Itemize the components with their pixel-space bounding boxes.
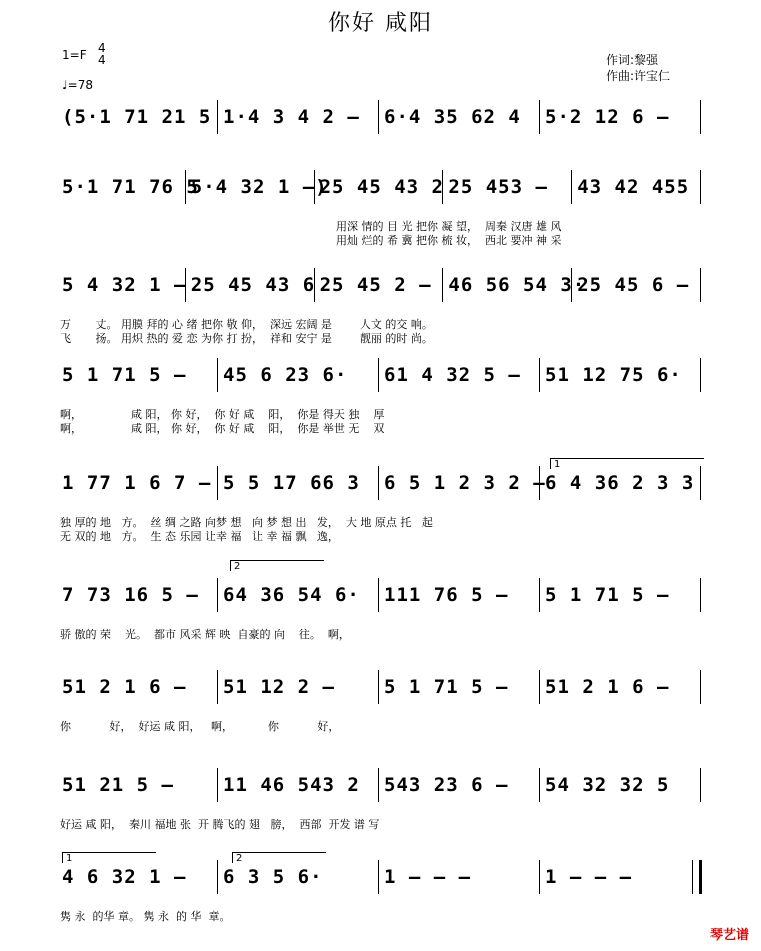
- measure: 1 – – –: [384, 866, 472, 888]
- barline: [217, 860, 218, 894]
- score-row: [56, 578, 704, 641]
- barline: [539, 578, 540, 612]
- measure: 54 32 32 5: [545, 774, 670, 796]
- score-row: [56, 100, 704, 140]
- lyric-line: 啊， 咸 阳， 你 好， 你 好 咸 阳， 你是 举世 无 双: [60, 422, 385, 435]
- measure: 46 56 54 3·: [448, 274, 586, 296]
- barline: [700, 358, 701, 392]
- barline: [378, 670, 379, 704]
- barline: [217, 466, 218, 500]
- barline: [378, 768, 379, 802]
- measure: (5·1 71 21 5: [62, 106, 212, 128]
- song-title: 你好 咸阳: [328, 11, 433, 36]
- barline: [700, 578, 701, 612]
- measure: 25 453 –: [448, 176, 548, 198]
- score-row: [56, 466, 704, 543]
- time-signature: [98, 42, 106, 66]
- time-sig-top: 4: [98, 41, 106, 55]
- measure: 45 6 23 6·: [223, 364, 348, 386]
- measure: 25 45 43 6: [190, 274, 316, 296]
- barline: [442, 170, 443, 204]
- lyric-line: 用深 情的 目 光 把你 凝 望， 周秦 汉唐 雄 风: [336, 220, 562, 233]
- barline: [571, 170, 572, 204]
- measure: 51 12 2 –: [223, 676, 335, 698]
- score-row: [56, 268, 704, 345]
- barline: [539, 466, 540, 500]
- measure: 7 73 16 5 –: [62, 584, 199, 606]
- barline: [539, 358, 540, 392]
- measure: 4 6 32 1 –: [62, 866, 187, 888]
- barline: [185, 170, 186, 204]
- volta-bracket: 1: [62, 852, 156, 863]
- barline: [539, 860, 540, 894]
- measure: 51 21 5 –: [62, 774, 174, 796]
- barline: [539, 768, 540, 802]
- barline: [217, 358, 218, 392]
- barline: [700, 466, 701, 500]
- barline: [378, 578, 379, 612]
- measure: 1·4 3 4 2 –: [223, 106, 360, 128]
- barline: [700, 768, 701, 802]
- time-sig-bottom: 4: [98, 53, 106, 67]
- barline: [314, 170, 315, 204]
- lyric-line: 飞 扬。 用炽 热的 爱 恋 为你 打 扮， 祥和 安宁 是 靓丽 的时 尚。: [60, 332, 433, 345]
- barline: [442, 268, 443, 302]
- score-row: [56, 358, 704, 435]
- barline: [378, 358, 379, 392]
- lyric-line: 啊， 咸 阳， 你 好， 你 好 咸 阳， 你是 得天 独 厚: [60, 408, 385, 421]
- barline: [539, 100, 540, 134]
- barline: [700, 170, 701, 204]
- measure: 5 4 32 1 –: [62, 274, 187, 296]
- barline: [217, 578, 218, 612]
- barline: [185, 268, 186, 302]
- lyric-line: 独 厚的 地 方。 丝 绸 之路 向梦 想 向 梦 想 出 发， 大 地 原点 托 起: [60, 516, 433, 529]
- lyric-line: 好运 咸 阳， 秦川 福地 张 开 腾飞的 翅 膀， 西部 开发 谱 写: [60, 818, 380, 831]
- measure: 111 76 5 –: [384, 584, 509, 606]
- watermark-logo: 琴艺谱: [709, 928, 749, 943]
- volta-bracket: 2: [230, 560, 324, 571]
- barline: [314, 268, 315, 302]
- barline: [692, 860, 702, 894]
- barline: [700, 100, 701, 134]
- measure: 51 2 1 6 –: [545, 676, 670, 698]
- measure: 5 1 71 5 –: [62, 364, 187, 386]
- score-row: [56, 170, 704, 247]
- lyric-line: 用灿 烂的 希 冀 把你 梳 妆， 西北 要冲 神 采: [336, 234, 562, 247]
- measure: 5·4 32 1 –): [190, 176, 328, 198]
- measure: 61 4 32 5 –: [384, 364, 521, 386]
- barline: [700, 268, 701, 302]
- barline: [571, 268, 572, 302]
- barline: [217, 670, 218, 704]
- measure: 5 1 71 5 –: [545, 584, 670, 606]
- score-row: [56, 768, 704, 831]
- barline: [217, 100, 218, 134]
- credits: [606, 52, 670, 84]
- measure: 5 1 71 5 –: [384, 676, 509, 698]
- lyric-line: 万 丈。 用膜 拜的 心 绪 把你 敬 仰， 深远 宏阔 是 人文 的交 响。: [60, 318, 433, 331]
- composer: 作曲:许宝仁: [606, 69, 671, 83]
- lyricist: 作词:黎强: [606, 53, 659, 67]
- lyric-line: 无 双的 地 方。 生 态 乐园 让幸 福 让 幸 福 飘 逸，: [60, 530, 339, 543]
- score-row: [56, 670, 704, 733]
- measure: 5·2 12 6 –: [545, 106, 670, 128]
- measure: 6 4 36 2 3 3: [545, 472, 695, 494]
- barline: [378, 100, 379, 134]
- measure: 25 45 43 2: [319, 176, 444, 198]
- measure: 6·4 35 62 4: [384, 106, 521, 128]
- key-signature: 1=F: [62, 48, 87, 62]
- lyric-line: 骄 傲的 荣 光。 都市 风采 辉 映 自豪的 向 往。 啊，: [60, 628, 350, 641]
- measure: 11 46 543 2: [223, 774, 360, 796]
- volta-bracket: 1: [550, 458, 704, 469]
- lyric-line: 隽 永 的华 章。 隽 永 的 华 章。: [60, 910, 231, 923]
- measure: 6 5 1 2 3 2 –: [384, 472, 546, 494]
- measure: 51 2 1 6 –: [62, 676, 187, 698]
- measure: 543 23 6 –: [384, 774, 509, 796]
- tempo-marking: ♩=78: [62, 78, 93, 92]
- measure: 1 – – –: [545, 866, 633, 888]
- measure: 64 36 54 6·: [223, 584, 360, 606]
- barline: [700, 670, 701, 704]
- volta-bracket: 2: [232, 852, 326, 863]
- measure: 5·1 71 76 5: [62, 176, 199, 198]
- measure: 25 45 6 –: [577, 274, 690, 296]
- barline: [378, 466, 379, 500]
- measure: 5 5 17 66 3: [223, 472, 360, 494]
- measure: 43 42 455: [577, 176, 690, 198]
- measure: 25 45 2 –: [319, 274, 432, 296]
- barline: [539, 670, 540, 704]
- barline: [217, 768, 218, 802]
- lyric-line: 你 好， 好运 咸 阳， 啊， 你 好，: [60, 720, 340, 733]
- measure: 51 12 75 6·: [545, 364, 682, 386]
- measure: 1 77 1 6 7 –: [62, 472, 212, 494]
- measure: 6 3 5 6·: [223, 866, 323, 888]
- barline: [378, 860, 379, 894]
- score-row: [56, 860, 704, 923]
